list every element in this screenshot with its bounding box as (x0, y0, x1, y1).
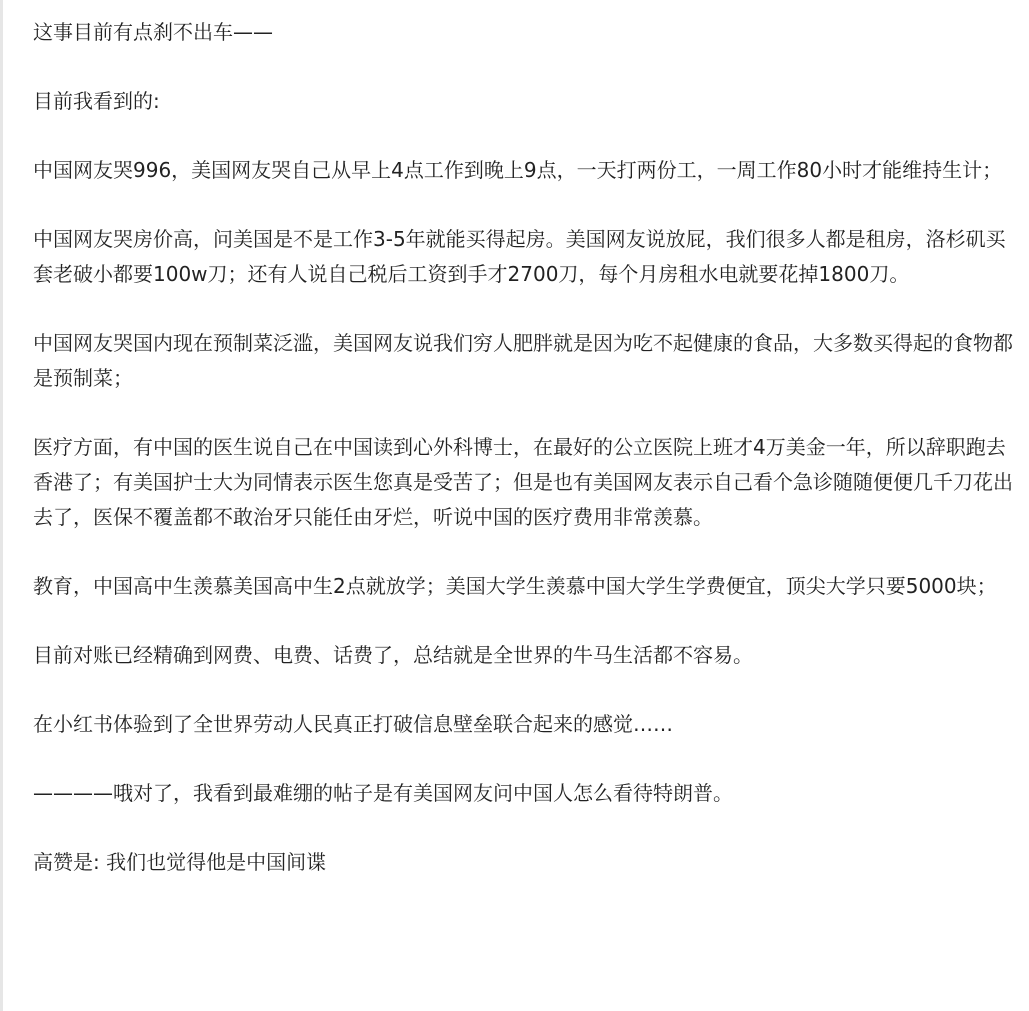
left-border (0, 0, 3, 1011)
paragraph-work-hours: 中国网友哭996，美国网友哭自己从早上4点工作到晚上9点，一天打两份工，一周工作80小时才能维持生计； (33, 158, 1003, 182)
paragraph-prepared-food: 中国网友哭国内现在预制菜泛滥，美国网友说我们穷人肥胖就是因为吃不起健康的食品，大多数买得起的食物都是预制菜； (33, 331, 1013, 390)
paragraph-summary: 目前对账已经精确到网费、电费、话费了，总结就是全世界的牛马生活都不容易。 (33, 643, 753, 667)
paragraph-intro: 这事目前有点刹不出车—— (33, 20, 273, 44)
paragraph-education: 教育，中国高中生羡慕美国高中生2点就放学；美国大学生羡慕中国大学生学费便宜，顶尖大学只要5000块； (33, 574, 997, 598)
paragraph-top-reply: 高赞是: 我们也觉得他是中国间谍 (33, 850, 327, 874)
paragraph-what-i-saw: 目前我看到的: (33, 89, 160, 113)
paragraph-medical: 医疗方面，有中国的医生说自己在中国读到心外科博士，在最好的公立医院上班才4万美金一年，所以辞职跑去香港了；有美国护士大为同情表示医生您真是受苦了；但是也有美国网友表示自己看个急诊随随便便几千刀花出去了，医保不覆盖都不敢治牙只能任由牙烂，听说中国的医疗费用非常羡慕。 (33, 435, 1013, 529)
article-body (33, 15, 1018, 914)
paragraph-trump-question: ————哦对了，我看到最难绷的帖子是有美国网友问中国人怎么看待特朗普。 (33, 781, 733, 805)
paragraph-housing: 中国网友哭房价高，问美国是不是工作3-5年就能买得起房。美国网友说放屁，我们很多人都是租房，洛杉矶买套老破小都要100w刀；还有人说自己税后工资到手才2700刀，每个月房租水电就要花掉1800刀。 (33, 227, 1006, 286)
paragraph-xiaohongshu: 在小红书体验到了全世界劳动人民真正打破信息壁垒联合起来的感觉…… (33, 712, 673, 736)
